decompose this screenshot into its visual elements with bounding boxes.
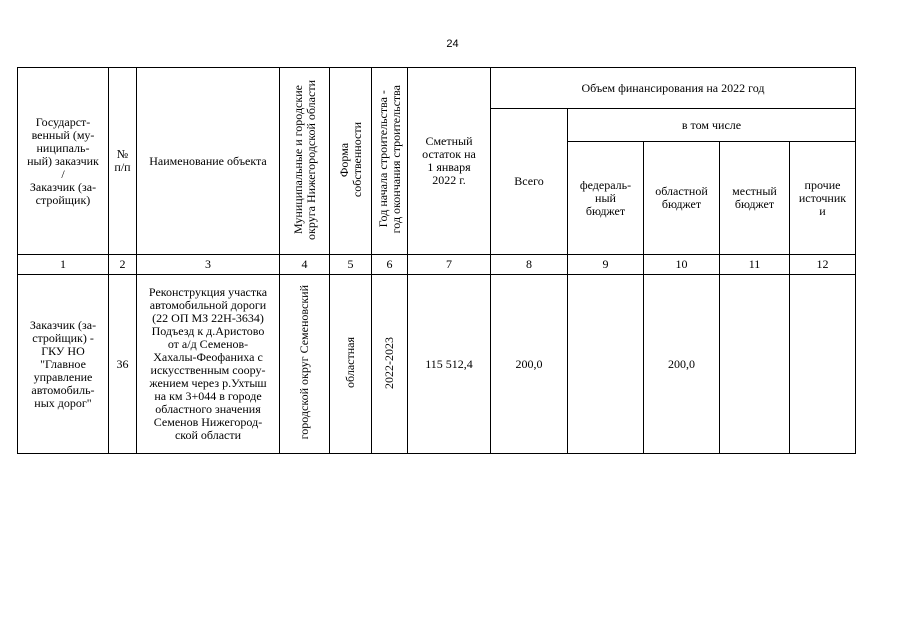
cell-district: городской округ Семеновский <box>280 275 330 454</box>
header-other: прочие источник и <box>790 142 856 255</box>
header-number: № п/п <box>109 68 137 255</box>
header-regional: областной бюджет <box>644 142 720 255</box>
cell-total: 200,0 <box>491 275 568 454</box>
column-number: 12 <box>790 255 856 275</box>
header-financing: Объем финансирования на 2022 год <box>491 68 856 109</box>
column-number: 3 <box>137 255 280 275</box>
cell-regional: 200,0 <box>644 275 720 454</box>
cell-other <box>790 275 856 454</box>
header-federal: федераль- ный бюджет <box>568 142 644 255</box>
cell-object-name: Реконструкция участка автомобильной дороги (22 ОП МЗ 22Н-3634) Подъезд к д.Аристово от а/д Семенов- Хахалы-Феофаниха с искусственным соору- жением через р.Ухтыш на км 3+044 в городе областного значения Семенов Нижегород- ской области <box>137 275 280 454</box>
header-local: местный бюджет <box>720 142 790 255</box>
page-number: 24 <box>446 38 459 50</box>
financing-table <box>17 67 856 454</box>
header-including: в том числе <box>568 109 856 142</box>
column-number: 1 <box>18 255 109 275</box>
header-years: Год начала строительства - год окончания строительства <box>372 68 408 255</box>
cell-number: 36 <box>109 275 137 454</box>
column-number: 2 <box>109 255 137 275</box>
column-number: 10 <box>644 255 720 275</box>
table-row <box>18 275 856 454</box>
column-number: 11 <box>720 255 790 275</box>
cell-customer: Заказчик (за- стройщик) - ГКУ НО "Главное управление автомобиль- ных дорог" <box>18 275 109 454</box>
column-number: 4 <box>280 255 330 275</box>
column-number-row <box>18 255 856 275</box>
header-total: Всего <box>491 109 568 255</box>
cell-ownership: областная <box>330 275 372 454</box>
column-number: 7 <box>408 255 491 275</box>
column-number: 8 <box>491 255 568 275</box>
header-estimate: Сметный остаток на 1 января 2022 г. <box>408 68 491 255</box>
cell-local <box>720 275 790 454</box>
header-districts: Муниципальные и городские округа Нижегородской области <box>280 68 330 255</box>
cell-estimate: 115 512,4 <box>408 275 491 454</box>
cell-years: 2022-2023 <box>372 275 408 454</box>
header-ownership: Форма собственности <box>330 68 372 255</box>
header-customer: Государст- венный (му- ниципаль- ный) заказчик / Заказчик (за- стройщик) <box>18 68 109 255</box>
column-number: 6 <box>372 255 408 275</box>
cell-federal <box>568 275 644 454</box>
column-number: 9 <box>568 255 644 275</box>
column-number: 5 <box>330 255 372 275</box>
header-object-name: Наименование объекта <box>137 68 280 255</box>
